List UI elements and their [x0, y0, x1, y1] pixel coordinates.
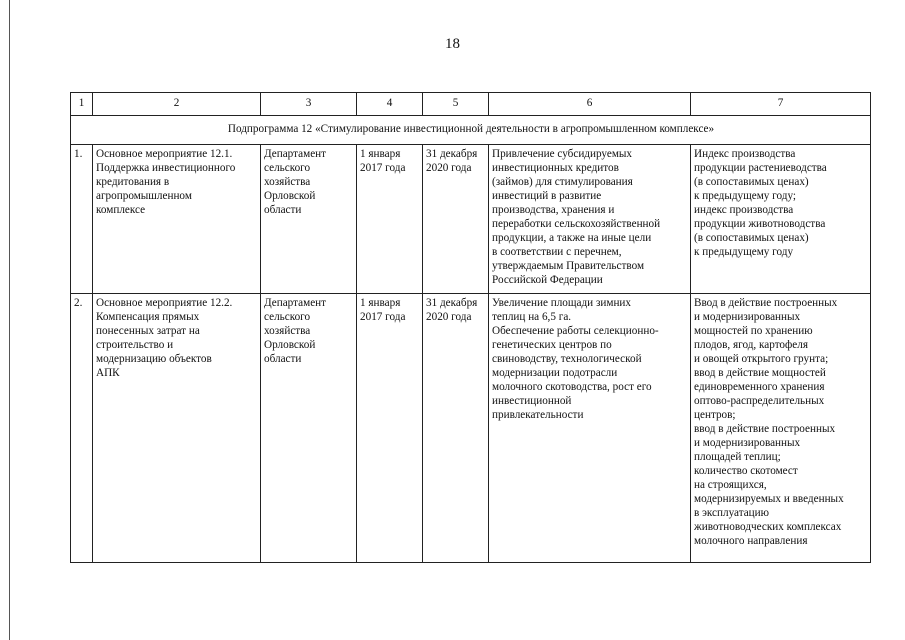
start-date-cell: 1 января 2017 года	[357, 145, 423, 294]
indicator-cell: Ввод в действие построенных и модернизированных мощностей по хранению плодов, ягод, картофеля и овощей открытого грунта; ввод в действие мощностей единовременного хранения оптово-распределительных центров; ввод в действие построенных и модернизированных площадей теплиц; количество скотомест на строящихся, модернизируемых и введенных в эксплуатацию животноводческих комплексах молочного направления	[691, 294, 871, 563]
result-cell: Увеличение площади зимних теплиц на 6,5 га. Обеспечение работы селекционно- генетических центров по свиноводству, технологической модернизации подотрасли молочного скотоводства, рост его инвестиционной привлекательности	[489, 294, 691, 563]
start-date-cell: 1 января 2017 года	[357, 294, 423, 563]
header-cell: 4	[357, 93, 423, 116]
header-cell: 1	[71, 93, 93, 116]
result-cell: Привлечение субсидируемых инвестиционных кредитов (займов) для стимулирования инвестиций в развитие производства, хранения и переработки сельскохозяйственной продукции, а также на иные цели в соответствии с перечнем, утверждаемым Правительством Российской Федерации	[489, 145, 691, 294]
executor-cell: Департамент сельского хозяйства Орловской области	[261, 145, 357, 294]
header-cell: 3	[261, 93, 357, 116]
subprogram-row	[71, 116, 871, 145]
row-number: 2.	[71, 294, 93, 563]
measure-cell: Основное мероприятие 12.1. Поддержка инвестиционного кредитования в агропромышленном комплексе	[93, 145, 261, 294]
header-cell: 6	[489, 93, 691, 116]
header-cell: 5	[423, 93, 489, 116]
subprogram-title: Подпрограмма 12 «Стимулирование инвестиционной деятельности в агропромышленном комплексе»	[71, 116, 871, 145]
executor-cell: Департамент сельского хозяйства Орловской области	[261, 294, 357, 563]
left-margin-line	[9, 0, 10, 640]
header-cell: 7	[691, 93, 871, 116]
table-header-row	[71, 93, 871, 116]
end-date-cell: 31 декабря 2020 года	[423, 145, 489, 294]
end-date-cell: 31 декабря 2020 года	[423, 294, 489, 563]
table-row	[71, 145, 871, 294]
table-row	[71, 294, 871, 563]
measure-cell: Основное мероприятие 12.2. Компенсация прямых понесенных затрат на строительство и модернизацию объектов АПК	[93, 294, 261, 563]
measures-table	[70, 92, 871, 563]
indicator-cell: Индекс производства продукции растениеводства (в сопоставимых ценах) к предыдущему году; индекс производства продукции животноводства (в сопоставимых ценах) к предыдущему году	[691, 145, 871, 294]
header-cell: 2	[93, 93, 261, 116]
row-number: 1.	[71, 145, 93, 294]
page-number: 18	[445, 36, 460, 52]
